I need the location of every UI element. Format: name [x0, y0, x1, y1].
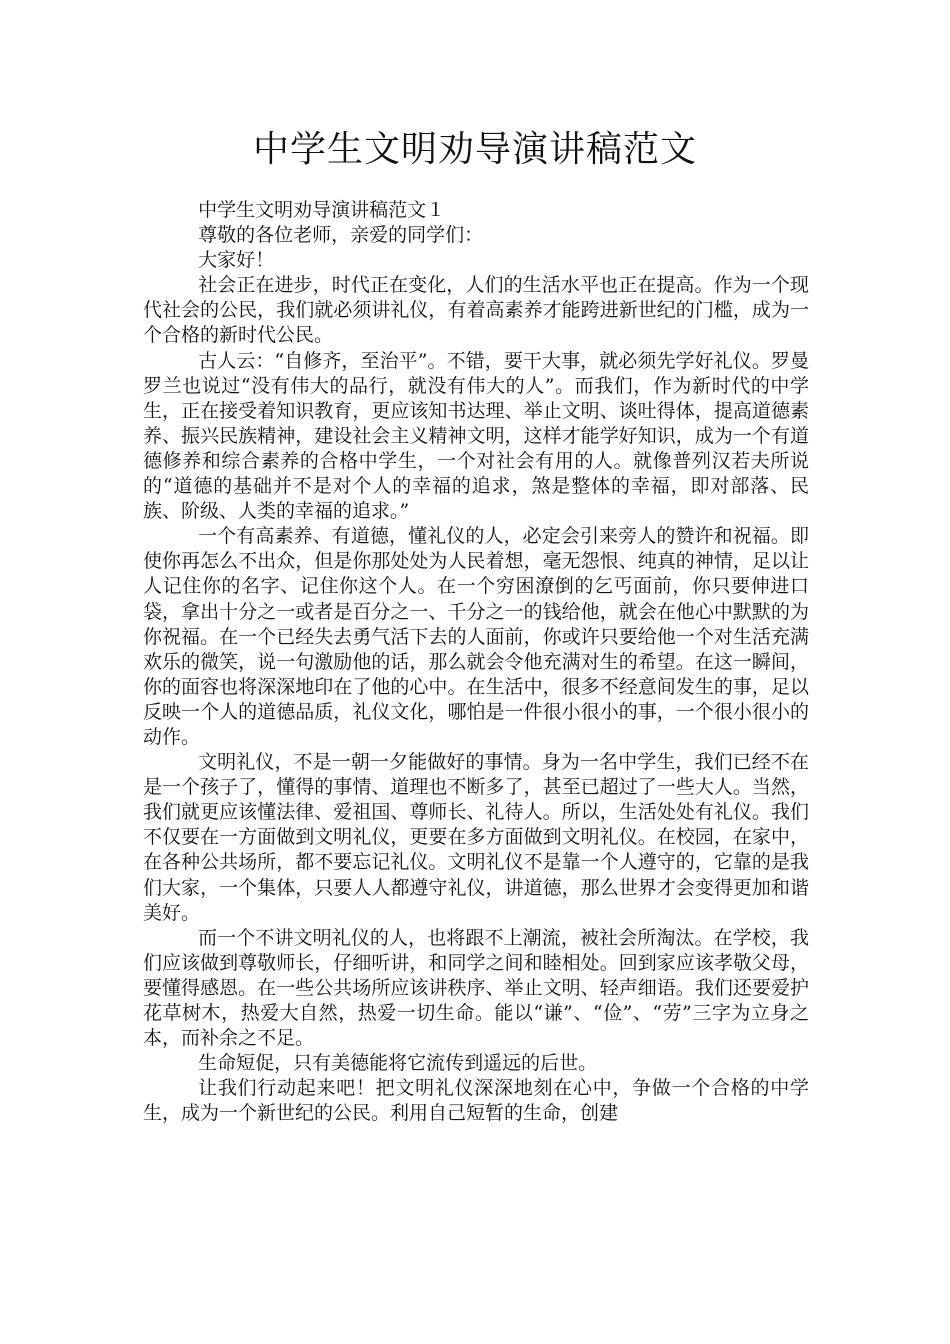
paragraph: 社会正在进步，时代正在变化，人们的生活水平也正在提高。作为一个现代社会的公民，我们就必须讲礼仪，有着高素养才能跨进新世纪的门槛，成为一个合格的新时代公民。 [143, 274, 809, 347]
section-heading: 中学生文明劝导演讲稿范文１ [198, 199, 446, 221]
paragraph: 生命短促，只有美德能将它流传到遥远的后世。 [198, 1052, 598, 1075]
document-title: 中学生文明劝导演讲稿范文 [252, 129, 697, 170]
paragraph: 文明礼仪，不是一朝一夕能做好的事情。身为一名中学生，我们已经不在是一个孩子了，懂得的事情、道理也不断多了，甚至已超过了一些大人。当然，我们就更应该懂法律、爱祖国、尊师长、礼待人。所以，生活处处有礼仪。我们不仅要在一方面做到文明礼仪，更要在多方面做到文明礼仪。在校园，在家中，在各种公共场所，都不要忘记礼仪。文明礼仪不是靠一个人遵守的，它靠的是我们大家，一个集体，只要人人都遵守礼仪，讲道德，那么世界才会变得更加和谐美好。 [143, 751, 809, 924]
paragraph: 古人云：“自修齐，至治平”。不错，要干大事，就必须先学好礼仪。罗曼罗兰也说过“没有伟大的品行，就没有伟大的人”。而我们，作为新时代的中学生，正在接受着知识教育，更应该知书达理、举止文明、谈吐得体，提高道德素养、振兴民族精神，建设社会主义精神文明，这样才能学好知识，成为一个有道德修养和综合素养的合格中学生，一个对社会有用的人。就像普列汉若夫所说的“道德的基础并不是对个人的幸福的追求，煞是整体的幸福，即对部落、民族、阶级、人类的幸福的追求。” [143, 349, 809, 523]
paragraph: 而一个不讲文明礼仪的人，也将跟不上潮流，被社会所淘汰。在学校，我们应该做到尊敬师长，仔细听讲，和同学之间和睦相处。回到家应该孝敬父母，要懂得感恩。在一些公共场所应该讲秩序、举止文明、轻声细语。我们还要爱护花草树木，热爱大自然，热爱一切生命。能以“谦”、“俭”、“劳”三字为立身之本，而补余之不足。 [143, 926, 809, 1050]
greeting: 大家好！ [198, 249, 275, 272]
paragraph: 一个有高素养、有道德，懂礼仪的人，必定会引来旁人的赞许和祝福。即使你再怎么不出众，但是你那处处为人民着想，毫无怨恨、纯真的神情，足以让人记住你的名字、记住你这个人。在一个穷困潦倒的乞丐面前，你只要伸进口袋，拿出十分之一或者是百分之一、千分之一的钱给他，就会在他心中默默的为你祝福。在一个已经失去勇气活下去的人面前，你或许只要给他一个对生活充满欢乐的微笑，说一句激励他的话，那么就会令他充满对生的希望。在这一瞬间，你的面容也将深深地印在了他的心中。在生活中，很多不经意间发生的事，足以反映一个人的道德品质，礼仪文化，哪怕是一件很小很小的事，一个很小很小的动作。 [143, 525, 809, 748]
document-body [143, 198, 809, 1126]
salutation: 尊敬的各位老师，亲爱的同学们： [198, 224, 484, 247]
paragraph: 让我们行动起来吧！把文明礼仪深深地刻在心中，争做一个合格的中学生，成为一个新世纪的公民。利用自己短暂的生命，创建 [143, 1077, 809, 1125]
